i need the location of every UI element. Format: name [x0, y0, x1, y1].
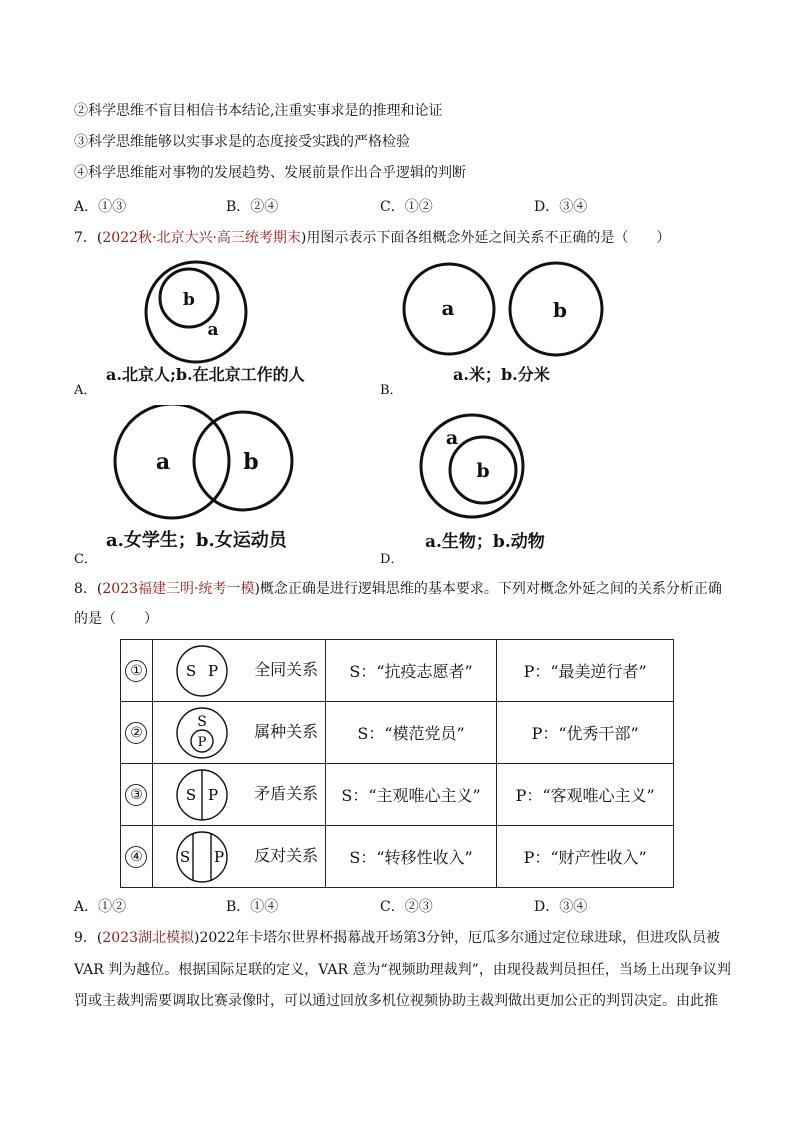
table-row	[121, 640, 674, 702]
caption-c: a.女学生；b.女运动员	[106, 530, 287, 551]
outer-circle-a	[146, 262, 246, 362]
q8-option-c: C．②③	[380, 899, 433, 915]
venn-genus-species-icon	[167, 706, 237, 760]
q7-option-b-label: B．	[380, 383, 403, 398]
table-row	[121, 702, 674, 764]
row-number: ①	[125, 660, 147, 682]
q7-diagram-c	[100, 405, 340, 555]
svg-text:P: P	[207, 661, 219, 680]
svg-text:P: P	[197, 734, 207, 750]
s-concept: S：“模范党员”	[325, 702, 497, 764]
caption-a: a.北京人;b.在北京工作的人	[106, 365, 305, 384]
q7-option-a-label: A．	[74, 383, 97, 398]
q7-stem	[74, 228, 670, 248]
label-b: b	[183, 290, 195, 310]
svg-text:P: P	[207, 785, 219, 804]
q9-line3: 罚或主裁判需要调取比赛录像时，可以通过回放多机位视频协助主裁判做出更加公正的判罚决定。由此推	[74, 993, 718, 1009]
q8-option-b: B．①④	[226, 899, 279, 915]
svg-text:S: S	[197, 713, 207, 730]
caption-d: a.生物；b.动物	[425, 532, 545, 552]
label-a: a	[207, 320, 219, 340]
label-b: b	[476, 460, 490, 482]
table-row	[121, 826, 674, 888]
q6-options	[74, 197, 694, 217]
q7-number: 7．(	[74, 230, 103, 246]
venn-identical-icon	[167, 644, 237, 698]
q8-relation-table	[120, 639, 674, 888]
s-concept: S：“转移性收入”	[325, 826, 497, 888]
q6-statement-3: ③科学思维能够以实事求是的态度接受实践的严格检验	[74, 134, 410, 150]
q9-number: 9．(	[74, 930, 103, 946]
svg-text:S: S	[179, 847, 191, 866]
row-number: ②	[125, 722, 147, 744]
q8-option-d: D．③④	[534, 899, 588, 915]
q9-line2: VAR 判为越位。根据国际足联的定义，VAR 意为“视频助理裁判”，由现役裁判员担任，当场上出现争议判	[74, 962, 731, 978]
q7-diagram-a	[100, 258, 340, 388]
svg-text:P: P	[213, 847, 225, 866]
svg-text:S: S	[185, 785, 197, 804]
relation-name: 反对关系	[254, 846, 319, 865]
q8-stem-text: )概念正确是进行逻辑思维的基本要求。下列对概念外延之间的关系分析正确	[254, 581, 722, 597]
label-a: a	[441, 296, 455, 320]
p-concept: P：“优秀干部”	[497, 702, 674, 764]
label-b: b	[553, 298, 567, 322]
label-a: a	[155, 449, 171, 475]
row-number: ④	[125, 846, 147, 868]
s-concept: S：“抗疫志愿者”	[325, 640, 497, 702]
label-a: a	[445, 427, 459, 449]
q7-diagram-d	[400, 405, 600, 555]
caption-b: a.米；b.分米	[453, 365, 550, 384]
q6-option-b: B．②④	[226, 199, 279, 215]
q6-statement-2: ②科学思维不盲目相信书本结论,注重实事求是的推理和论证	[74, 103, 443, 119]
row-number: ③	[125, 784, 147, 806]
q7-source: 2022秋·北京大兴·高三统考期末	[102, 230, 301, 246]
relation-name: 属种关系	[254, 722, 319, 741]
table-row	[121, 764, 674, 826]
q8-stem-line2: 的是（ ）	[74, 611, 158, 627]
svg-text:S: S	[185, 661, 197, 680]
relation-name: 全同关系	[254, 660, 319, 679]
label-b: b	[243, 449, 259, 475]
venn-contrary-icon	[167, 830, 237, 884]
q8-option-a: A．①②	[74, 899, 127, 915]
q7-option-d-label: D．	[380, 552, 404, 567]
q6-option-a: A．①③	[74, 199, 127, 215]
venn-contradictory-icon	[167, 768, 237, 822]
q8-options	[74, 897, 694, 917]
p-concept: P：“客观唯心主义”	[497, 764, 674, 826]
q9-line1	[74, 928, 720, 948]
q6-option-c: C．①②	[380, 199, 433, 215]
q6-option-d: D．③④	[534, 199, 588, 215]
q8-number: 8．(	[74, 581, 103, 597]
relation-name: 矛盾关系	[254, 784, 319, 803]
q9-source: 2023湖北模拟	[102, 930, 195, 946]
q8-stem-line1	[74, 579, 722, 599]
q6-statement-4: ④科学思维能对事物的发展趋势、发展前景作出合乎逻辑的判断	[74, 165, 466, 181]
q8-source: 2023福建三明·统考一模	[102, 581, 255, 597]
p-concept: P：“最美逆行者”	[497, 640, 674, 702]
s-concept: S：“主观唯心主义”	[325, 764, 497, 826]
q9-line1-text: )2022年卡塔尔世界杯揭幕战开场第3分钟，厄瓜多尔通过定位球进球，但进攻队员被	[194, 930, 721, 946]
q7-stem-text: )用图示表示下面各组概念外延之间关系不正确的是（ ）	[300, 230, 671, 246]
q7-diagram-b	[395, 258, 615, 388]
p-concept: P：“财产性收入”	[497, 826, 674, 888]
q7-option-c-label: C．	[74, 552, 97, 567]
